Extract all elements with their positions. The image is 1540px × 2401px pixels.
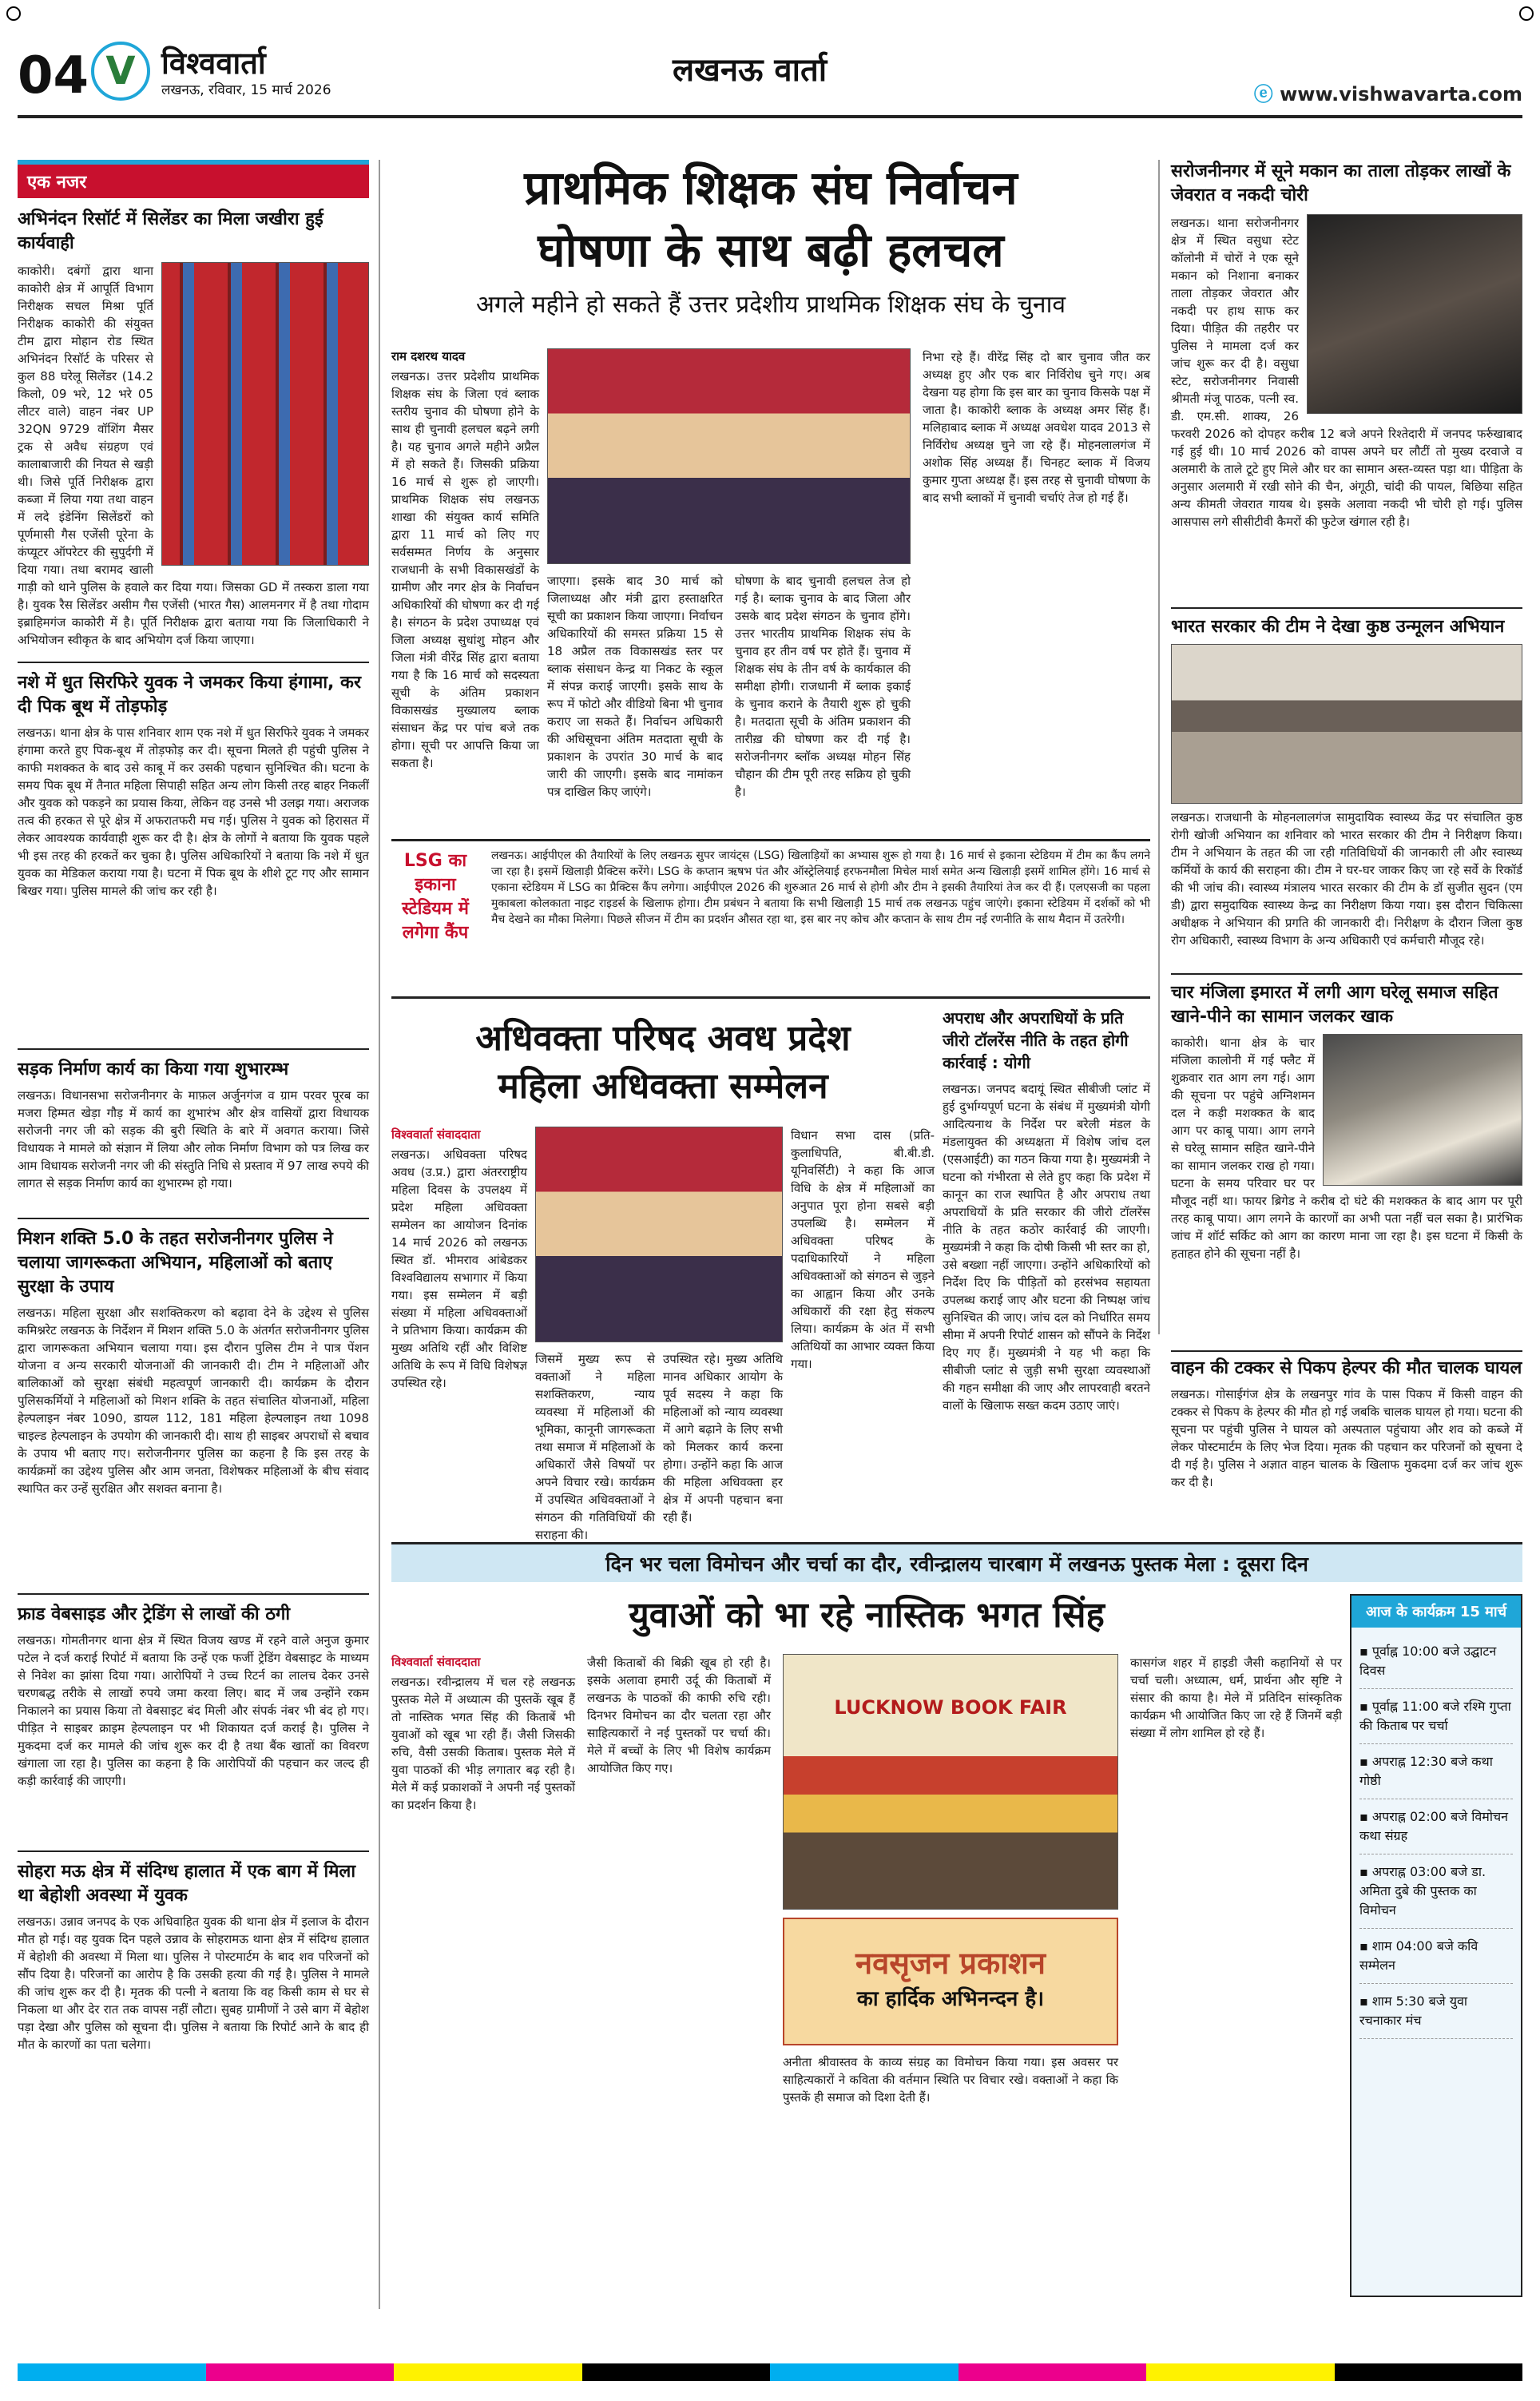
page-number: 04 [18, 46, 89, 105]
paper-name: विश्ववार्ता [161, 46, 266, 81]
story-title: अभिनंदन रिसॉर्ट में सिलेंडर का मिला जखीरा हुई कार्यवाही [18, 209, 323, 253]
story-title: मिशन शक्ति 5.0 के तहत सरोजनीनगर पुलिस ने चलाया जागरूकता अभियान, महिलाओं को बताए सुरक्षा के उपाय [18, 1229, 333, 1297]
adhivakta-col-3: उपस्थित रहे। मुख्य अतिथि मानव अधिकार आयोग के पूर्व सदस्य ने कहा कि महिलाओं को न्याय व्यवस्था में आगे बढ़ाने के लिए सभी को मिलकर कार्य करना होगा। उन्होंने कहा कि आज की महिला अधिवक्ता हर क्षेत्र में अपनी पहचान बना रही हैं। [663, 1352, 783, 1524]
health-team-photo [1171, 644, 1522, 804]
main-headline-line2: घोषणा के साथ बढ़ी हलचल [538, 223, 1004, 277]
schedule-item: ▪ अपराह्न 12:30 बजे कथा गोष्ठी [1359, 1744, 1513, 1799]
prakashan-sub: का हार्दिक अभिनन्दन है। [856, 1987, 1045, 2011]
story-body: लखनऊ। राजधानी के मोहनलालगंज सामुदायिक स्वास्थ्य केंद्र पर संचालित कुष्ठ रोगी खोजी अभियान का शनिवार को भारत सरकार की टीम ने निरीक्षण किया। टीम ने अभियान के तहत की जा रही गतिविधियों की जानकारी ली और स्वास्थ्य कर्मियों के कार्य की सराहना की। टीम ने घर-घर जाकर किए जा रहे सर्वे के रिकॉर्ड की भी जांच की। स्वास्थ्य मंत्रालय भारत सरकार की टीम के डॉ सुजीत सुदन (एम डी) द्वारा समुदायिक स्वास्थ्य केन्द्र का निरीक्षण किया गया। इस दौरान चिकित्सा अधीक्षक ने अभियान की प्रगति की जानकारी दी। निरीक्षण के दौरान जिला कुष्ठ रोग अधिकारी, स्वास्थ्य विभाग के अन्य अधिकारी एवं कर्मचारी मौजूद रहे। [1171, 810, 1522, 948]
story-title: नशे में धुत सिरफिरे युवक ने जमकर किया हंगामा, कर दी पिक बूथ में तोड़फोड़ [18, 673, 361, 717]
main-col-4: निभा रहे हैं। वीरेंद्र सिंह दो बार चुनाव जीत कर अध्यक्ष हुए और एक बार निर्विरोध चुने गए। अब देखना यह होगा कि इस बार का चुनाव किसके पक्ष में जाता है। काकोरी ब्लाक के अध्यक्ष अमर सिंह हैं। मलिहाबाद ब्लाक में अध्यक्ष अवधेश यादव 2013 से निर्विरोध अध्यक्ष चुने जा रहे हैं। मोहनलालगंज में अशोक सिंह अध्यक्ष हैं। चिनहट ब्लाक में विजय कुमार गुप्ता अध्यक्ष हैं। इस तरह से चुनावी घोषणा के बाद सभी ब्लाकों में चुनावी चर्चाएं तेज हो गई हैं। [923, 350, 1150, 505]
felicitation-photo [535, 1127, 783, 1342]
fair-banner: LUCKNOW BOOK FAIR [834, 1696, 1067, 1719]
story-body: काकोरी। थाना क्षेत्र के चार मंजिला कालोनी में गई फ्लैट में शुक्रवार रात आग लग गई। आग की सूचना पर पहुंचे अग्निशमन दल ने कड़ी मशक्कत के बाद आग पर काबू पाया। आग लगने से घरेलू सामान सहित खाने-पीने का सामान जलकर राख हो गया। घटना के समय परिवार घर पर मौजूद नहीं था। फायर ब्रिगेड ने करीब दो घंटे की मशक्कत के बाद आग पर पूरी तरह काबू पाया। आग लगने के कारणों का अभी पता नहीं चल सका है। प्रारंभिक जांच में शॉर्ट सर्किट को आग का कारण माना जा रहा है। इस घटना में किसी के हताहत होने की सूचना नहीं है। [1171, 1036, 1522, 1261]
story-title: अपराध और अपराधियों के प्रति जीरो टॉलरेंस नीति के तहत होगी कार्रवाई : योगी [943, 1008, 1129, 1072]
adhivakta-headline-line1: अधिवक्ता परिषद अवध प्रदेश [475, 1018, 851, 1059]
main-story [391, 157, 1150, 836]
adhivakta-col-1: लखनऊ। अधिवक्ता परिषद अवध (उ.प्र.) द्वारा अंतरराष्ट्रीय महिला दिवस के उपलक्ष्य में प्रदेश महिला अधिवक्ता सम्मेलन का आयोजन दिनांक 14 मार्च 2026 को लखनऊ स्थित डॉ. भीमराव आंबेडकर विश्वविद्यालय सभागार में किया गया। इस सम्मेलन में बड़ी संख्या में महिला अधिवक्ताओं ने प्रतिभाग किया। कार्यक्रम की मुख्य अतिथि रहीं और विशिष्ट अतिथि के रूप में विधि विशेषज्ञ उपस्थित रहे। [391, 1147, 527, 1390]
bookfair-headline: युवाओं को भा रहे नास्तिक भगत सिंह [629, 1595, 1105, 1636]
main-col-1: लखनऊ। उत्तर प्रदेशीय प्राथमिक शिक्षक संघ के जिला एवं ब्लाक स्तरीय चुनाव की घोषणा होने के साथ ही चुनावी हलचल बढ़ने लगी है। यह चुनाव अगले महीने अप्रैल में हो सकते हैं। जिसकी प्रक्रिया 16 मार्च से शुरू हो जाएगी। प्राथमिक शिक्षक संघ लखनऊ शाखा की संयुक्त कार्य समिति द्वारा 11 मार्च को लिए गए सर्वसम्मत निर्णय के अनुसार राजधानी के सभी विकासखंडों के ग्रामीण और नगर क्षेत्र के निर्वाचन अधिकारियों की घोषणा कर दी गई है। संगठन के प्रदेश उपाध्यक्ष एवं जिला अध्यक्ष सुधांशु मोहन और जिला मंत्री वीरेंद्र सिंह द्वारा बताया गया है कि 16 मार्च को सदस्यता सूची के अंतिम प्रकाशन विकासखंड मुख्यालय ब्लाक संसाधन केंद्र पर पांच बजे तक होगा। सूची पर आपत्ति किया जा सकता है। [391, 369, 539, 770]
yogi-story [943, 1007, 1150, 1510]
website-url[interactable]: www.vishwavarta.com [1280, 83, 1522, 105]
cylinder-truck-photo [161, 262, 369, 566]
bookfair-col-1: लखनऊ। रवीन्द्रालय में चल रहे लखनऊ पुस्तक मेले में अध्यात्म की पुस्तकें खूब हैं तो नास्तिक भगत सिंह की किताबें भी युवाओं को खूब भा रही हैं। जैसी जिसकी रुचि, वैसी उसकी किताब। पुस्तक मेले में युवा पाठकों की भीड़ लगातार बढ़ रही है। मेले में कई प्रकाशकों ने अपनी नई पुस्तकों का प्रदर्शन किया है। [391, 1675, 575, 1812]
story-title: सरोजनीनगर में सूने मकान का ताला तोड़कर लाखों के जेवरात व नकदी चोरी [1171, 161, 1511, 205]
web-icon: ⓔ [1253, 83, 1273, 105]
lsg-side-label: LSG का इकाना स्टेडियम में लगेगा कैंप [402, 851, 469, 943]
adhivakta-col-2: जिसमें मुख्य रूप से वक्ताओं ने महिला सशक्तिकरण, न्याय व्यवस्था में महिलाओं की भूमिका, कानूनी जागरूकता तथा समाज में महिलाओं के अधिकारों जैसे विषयों पर अपने विचार रखे। कार्यक्रम में उपस्थित अधिवक्ताओं ने संगठन की गतिविधियों की सराहना की। [535, 1352, 655, 1542]
bookfair-col-2: जैसी किताबों की बिक्री खूब हो रही है। इसके अलावा हमारी उर्दू की किताबों में लखनऊ के पाठकों की काफी रुचि रही। दिनभर विमोचन का दौर चलता रहा और साहित्यकारों ने नई पुस्तकों पर चर्चा की। मेले में बच्चों के लिए भी विशेष कार्यक्रम आयोजित किए गए। [587, 1656, 771, 1775]
bookfair-story [391, 1590, 1342, 2309]
byline: विश्ववार्ता संवाददाता [391, 1127, 481, 1142]
byline: विश्ववार्ता संवाददाता [391, 1655, 481, 1669]
schedule-item: ▪ पूर्वाह्न 10:00 बजे उद्घाटन दिवस [1359, 1634, 1513, 1689]
schedule-item: ▪ अपराह्न 03:00 बजे डा. अमिता दुबे की पुस्तक का विमोचन [1359, 1854, 1513, 1929]
main-col-2: जाएगा। इसके बाद 30 मार्च को जिलाध्यक्ष और मंत्री द्वारा हस्ताक्षरित सूची का प्रकाशन किया जाएगा। निर्वाचन अधिकारियों की समस्त प्रक्रिया 15 से 18 अप्रैल तक विकासखंड स्तर पर ब्लाक संसाधन केन्द्र या निकट के स्कूल में संपन्न कराई जाएगी। इसके साथ के रूप में फोटो और वीडियो बिना भी चुनाव कराए जा सकते हैं। निर्वाचन अधिकारी की अधिसूचना अंतिम मतदाता सूची के प्रकाशन के उपरांत 30 मार्च के बाद जारी की जाएगी। इसके बाद नामांकन पत्र दाखिल किए जाएंगे। [547, 574, 723, 799]
lsg-box [391, 839, 1150, 999]
story-body: लखनऊ। गोमतीनगर थाना क्षेत्र में स्थित विजय खण्ड में रहने वाले अनुज कुमार पटेल ने दर्ज कराई रिपोर्ट में बताया कि उन्हें एक फर्जी ट्रेडिंग वेबसाइट के माध्यम से निवेश का झांसा दिया गया। आरोपियों ने उच्च रिटर्न का लालच देकर उनसे चरणबद्ध तरीके से लाखों रुपये जमा करवा लिए। बाद में जब उन्होंने रकम निकालने का प्रयास किया तो वेबसाइट बंद मिली और संपर्क नंबर भी बंद हो गए। पीड़ित ने साइबर क्राइम हेल्पलाइन पर भी शिकायत दर्ज कराई है। पुलिस ने मुकदमा दर्ज कर मामले की जांच शुरू कर दी है तथा बैंक खातों का विवरण खंगाला जा रहा है। पुलिस का कहना है कि आरोपियों की पहचान कर जल्द ही कड़ी कार्रवाई की जाएगी। [18, 1633, 369, 1788]
story-body: लखनऊ। गोसाईगंज क्षेत्र के लखनपुर गांव के पास पिकप में किसी वाहन की टक्कर से पिकप के हेल्पर की मौत हो गई जबकि चालक घायल हो गया। घटना की सूचना पर पहुंची पुलिस ने घायल को अस्पताल पहुंचाया और शव को कब्जे में लेकर पोस्टमार्टम के लिए भेज दिया। मृतक की पहचान कर परिजनों को सूचना दे दी गई है। पुलिस ने अज्ञात वाहन चालक के खिलाफ मुकदमा दर्ज कर जांच शुरू कर दी है। [1171, 1387, 1522, 1489]
teachers-meeting-photo [547, 348, 911, 564]
website[interactable] [1254, 78, 1522, 106]
column-rule [1158, 160, 1160, 1334]
schedule-item: ▪ शाम 5:30 बजे युवा रचनाकार मंच [1359, 1984, 1513, 2039]
theft-cctv-photo [1307, 214, 1522, 414]
main-subhead: अगले महीने हो सकते हैं उत्तर प्रदेशीय प्राथमिक शिक्षक संघ के चुनाव [475, 291, 1066, 319]
adhivakta-story [391, 1015, 935, 1542]
book-fair-photo [783, 1654, 1118, 1910]
story-title: फ्राड वेबसाइड और ट्रेडिंग से लाखों की ठगी [18, 1604, 291, 1624]
story-body: लखनऊ। महिला सुरक्षा और सशक्तिकरण को बढ़ावा देने के उद्देश्य से पुलिस कमिश्नरेट लखनऊ के निर्देशन में मिशन शक्ति 5.0 के अंतर्गत सरोजनीनगर पुलिस द्वारा जागरूकता अभियान चलाया गया। इस दौरान पुलिस टीम ने पात्र पेंशन योजना व अन्य सरकारी योजनाओं की जानकारी दी। टीम ने महिलाओं और बालिकाओं को सुरक्षा संबंधी महत्वपूर्ण जानकारी दी। कार्यक्रम के दौरान पुलिसकर्मियों ने महिलाओं को मिशन शक्ति के तहत संचालित योजनाओं, महिला हेल्पलाइन नंबर 1090, डायल 112, 181 महिला हेल्पलाइन तथा 1098 चाइल्ड हेल्पलाइन के उपयोग की जानकारी दी। साथ ही साइबर अपराधों से बचाव के उपाय भी बताए गए। सरोजनीनगर पुलिस का कहना है कि इस तरह के कार्यक्रमों का उद्देश्य पुलिस और आम जनता, विशेषकर महिलाओं के बीच संवाद स्थापित कर उन्हें सुरक्षित और सशक्त बनाना है। [18, 1306, 369, 1496]
byline: राम दशरथ यादव [391, 349, 466, 364]
right-column-lower [1171, 1350, 1522, 1526]
section-title: लखनऊ वार्ता [673, 52, 828, 89]
story-body: लखनऊ। उन्नाव जनपद के एक अधिवाहित युवक की थाना क्षेत्र में इलाज के दौरान मौत हो गई। वह युवक दिन पहले उन्नाव के सोहरामऊ थाना क्षेत्र में संदिग्ध हालात में बेहोशी की अवस्था में मिला था। पुलिस ने पोस्टमार्टम के बाद शव परिजनों को सौंप दिया है। परिजनों का आरोप है कि उसकी हत्या की गई है। पुलिस ने मामले की जांच शुरू कर दी है। मृतक की पत्नी ने बताया कि वह किसी काम से घर से निकला था और देर रात तक वापस नहीं लौटा। सुबह ग्रामीणों ने उसे बाग में बेहोश पड़ा देखा और पुलिस को सूचना दी। पुलिस ने बताया कि रिपोर्ट आने के बाद ही मौत के कारणों का पता चलेगा। [18, 1914, 369, 2052]
main-col-3: घोषणा के बाद चुनावी हलचल तेज हो गई है। ब्लाक चुनाव के बाद जिला और उसके बाद प्रदेश संगठन के चुनाव होंगे। उत्तर भारतीय प्राथमिक शिक्षक संघ के चुनाव हर तीन वर्ष पर होते हैं। चुनाव में शिक्षक संघ के तीन वर्ष के कार्यकाल की समीक्षा होगी। राजधानी में ब्लाक इकाई के चुनाव कराने के तैयारी शुरू हो चुकी है। मतदाता सूची के अंतिम प्रकाशन की तारीख़ की घोषणा कर दी गई है। सरोजनीनगर ब्लॉक अध्यक्ष मोहन सिंह चौहान की टीम पूरी तरह सक्रिय हो चुकी है। [735, 574, 911, 799]
main-headline-line1: प्राथमिक शिक्षक संघ निर्वाचन [524, 161, 1018, 215]
color-calibration-bar [18, 2363, 1522, 2381]
story-body: लखनऊ। थाना क्षेत्र के पास शनिवार शाम एक नशे में धुत सिरफिरे युवक ने जमकर हंगामा करते हुए पिक-बूथ में तोड़फोड़ कर दी। सूचना मिलते ही पहुंची पुलिस ने काफी मशक्कत के बाद उसे काबू में कर उसकी पहचान सुनिश्चित की। घटना के समय पिक बूथ में तैनात महिला सिपाही सहित अन्य लोग किसी तरह बाहर निकलीं और युवक को पकड़ने का प्रयास किया, लेकिन वह उनसे भी उलझ गया। अराजक तत्व की हरकत से पूरे क्षेत्र में अफरातफरी मच गई। पुलिस ने युवक को हिरासत में लेकर आवश्यक कार्यवाही शुरू कर दी है। क्षेत्र के लोगों ने बताया कि युवक पहले भी इस तरह की हरकतें कर चुका है। पुलिस अधिकारियों ने बताया कि नशे में धुत युवक का मेडिकल कराया गया है। घटना में पिक बूथ के शीशे टूट गए और सामान बिखर गया। पुलिस मामले की जांच कर रही है। [18, 725, 369, 898]
bookfair-col-4: कासगंज शहर में हाइडी जैसी कहानियों से पर चर्चा चली। अध्यात्म, धर्म, प्रार्थना और सृष्टि ने संसार की काया है। मेले में प्रतिदिन सांस्कृतिक कार्यक्रम भी आयोजित किए जा रहे हैं जिनमें बड़ी संख्या में लोग शामिल हो रहे हैं। [1130, 1656, 1342, 1740]
right-column [1171, 160, 1522, 1342]
story-title: सड़क निर्माण कार्य का किया गया शुभारम्भ [18, 1059, 289, 1079]
registration-mark [1519, 6, 1534, 21]
schedule-item: ▪ पूर्वाह्न 11:00 बजे रश्मि गुप्ता की किताब पर चर्चा [1359, 1689, 1513, 1744]
story-title: सोहरा मऊ क्षेत्र में संदिग्ध हालात में एक बाग में मिला था बेहोशी अवस्था में युवक [18, 1862, 356, 1906]
schedule-item: ▪ शाम 04:00 बजे कवि सम्मेलन [1359, 1929, 1513, 1984]
lsg-body: लखनऊ। आईपीएल की तैयारियों के लिए लखनऊ सुपर जायंट्स (LSG) खिलाड़ियों का अभ्यास शुरू हो गया है। 16 मार्च से इकाना स्टेडियम में टीम का कैंप लगने जा रहा है। इसमें खिलाड़ी प्रैक्टिस करेंगे। LSG के कप्तान ऋषभ पंत और ऑस्ट्रेलियाई हरफनमौला मिचेल मार्श समेत अन्य खिलाड़ी इसमें शामिल होंगे। 16 मार्च से एकाना स्टेडियम में LSG का प्रैक्टिस कैंप लगेगा। आईपीएल 2026 की शुरुआत 26 मार्च से होगी और टीम ने इसकी तैयारियां तेज कर दी हैं। एलएसजी का पहला मुकाबला कोलकाता नाइट राइडर्स के खिलाफ होगा। टीम प्रबंधन ने बताया कि सभी खिलाड़ी 15 मार्च तक लखनऊ पहुंच जाएंगे। इकाना स्टेडियम में दर्शकों को भी मैच देखने का मौका मिलेगा। पिछले सीजन में टीम का प्रदर्शन औसत रहा था, इस बार नए कोच और कप्तान के साथ टीम नई रणनीति के साथ मैदान में उतरेगी। [491, 849, 1150, 926]
bookfair-col-3: अनीता श्रीवास्तव के काव्य संग्रह का विमोचन किया गया। इस अवसर पर साहित्यकारों ने कविता की वर्तमान स्थिति पर विचार रखे। वक्ताओं ने कहा कि पुस्तकें ही समाज को दिशा देती हैं। [783, 2055, 1118, 2105]
ek-nazar-label: एक नजर [18, 160, 369, 198]
ek-nazar-column [18, 160, 369, 2317]
bookfair-strip: दिन भर चला विमोचन और चर्चा का दौर, रवीन्द्रालय चारबाग में लखनऊ पुस्तक मेला : दूसरा दिन [391, 1542, 1522, 1582]
fire-building-photo [1323, 1034, 1522, 1186]
column-rule [379, 160, 380, 2309]
story-body: लखनऊ। विधानसभा सरोजनीनगर के माफ़ल अर्जुनगंज व ग्राम परवर पूरब का मजरा हिम्मत खेड़ा गौड़ में कार्य का शुभारंभ और क्षेत्र वासियों द्वारा विधायक सरोजनी नगर जी को सड़क की बुरी स्थिति के बारे में अवगत कराया। जिसे विधायक ने मामले को संज्ञान में लिया और लोक निर्माण विभाग को पत्र लिख कर आम विधायक सरोजनी नगर जी की संस्तुति निधि से प्रस्ताव में 97 लाख रुपये की लागत से सड़क निर्माण कार्य का शुभारम्भ हो गया। [18, 1088, 369, 1191]
schedule-title: आज के कार्यक्रम 15 मार्च [1351, 1596, 1521, 1628]
prakashan-banner-photo [783, 1918, 1118, 2045]
registration-mark [6, 6, 21, 21]
story-title: वाहन की टक्कर से पिकप हेल्पर की मौत चालक घायल [1171, 1358, 1522, 1378]
prakashan-banner: नवसृजन प्रकाशन [855, 1946, 1046, 1981]
dateline: लखनऊ, रविवार, 15 मार्च 2026 [161, 82, 331, 98]
story-body: काकोरी। दबंगों द्वारा थाना काकोरी क्षेत्र में आपूर्ति विभाग निरीक्षक सचल मिश्रा पूर्ति निरीक्षक काकोरी की संयुक्त टीम द्वारा मोहान रोड स्थित अभिनंदन रिसॉर्ट के परिसर से कुल 88 घरेलू सिलेंडर (14.2 किलो, 09 भरे, 12 भरे 05 लीटर वाले) वाहन नंबर UP 32QN 9729 वॉशिंग मैसर ट्रक से अवैध संग्रहण एवं कालाबाजारी की नियत से खड़ी थी। जिसे पूर्ति निरीक्षक द्वारा कब्जा में लिया गया तथा वाहन में लदे इंडेनिंग सिलेंडरों को पूर्णमासी गैस एजेंसी पूरेना के कंप्यूटर ऑपरेटर की सुपुर्दगी में दिया गया। तथा बरामद खाली गाड़ी को थाने पुलिस के हवाले कर दिया गया। जिसका GD में तस्करा डाला गया है। युवक रैस सिलेंडर असीम गैस एजेंसी (भारत गैस) आलमनगर में है तथा गोदाम इब्राहिमगंज काकोरी में है। पूर्ति निरीक्षक द्वारा बताया गया कि जिलाधिकारी ने अभियोजन स्वीकृत के बाद अभियोग दर्ज किया जाएगा। [18, 264, 369, 647]
story-title: चार मंजिला इमारत में लगी आग घरेलू समाज सहित खाने-पीने का सामान जलकर खाक [1171, 983, 1498, 1027]
schedule-list [1351, 1628, 1521, 2045]
adhivakta-headline-line2: महिला अधिवक्ता सम्मेलन [498, 1066, 828, 1107]
masthead [18, 30, 1522, 118]
story-body: लखनऊ। जनपद बदायूं स्थित सीबीजी प्लांट में हुई दुर्भाग्यपूर्ण घटना के संबंध में मुख्यमंत्री योगी आदित्यनाथ के निर्देश पर बरेली मंडल के मंडलायुक्त की अध्यक्षता में विशेष जांच दल (एसआईटी) का गठन किया गया है। मुख्यमंत्री ने घटना को गंभीरता से लेते हुए कहा कि प्रदेश में कानून का राज स्थापित है और अपराध तथा अपराधियों के प्रति सरकार की जीरो टॉलरेंस नीति के तहत कठोर कार्रवाई की जाएगी। मुख्यमंत्री ने कहा कि दोषी किसी भी स्तर का हो, उसे बख्शा नहीं जाएगा। उन्होंने अधिकारियों को निर्देश दिए कि पीड़ितों को हरसंभव सहायता उपलब्ध कराई जाए और घटना की निष्पक्ष जांच सुनिश्चित की जाए। जांच दल को निर्धारित समय सीमा में अपनी रिपोर्ट शासन को सौंपने के निर्देश दिए गए हैं। मुख्यमंत्री ने यह भी कहा कि सीबीजी प्लांट से जुड़ी सभी सुरक्षा व्यवस्थाओं की गहन समीक्षा की जाए और लापरवाही बरतने वालों के खिलाफ सख्त कदम उठाए जाएं। [943, 1082, 1150, 1413]
schedule-item: ▪ अपराह्न 02:00 बजे विमोचन कथा संग्रह [1359, 1799, 1513, 1854]
schedule-box [1350, 1594, 1522, 2297]
story-title: भारत सरकार की टीम ने देखा कुष्ठ उन्मूलन अभियान [1171, 617, 1505, 637]
story-body: लखनऊ। थाना सरोजनीनगर क्षेत्र में स्थित वसुधा स्टेट कॉलोनी में चोरों ने एक सूने मकान को निशाना बनाकर ताला तोड़कर जेवरात और नकदी पर हाथ साफ कर दिया। पीड़ित की तहरीर पर पुलिस ने मामला दर्ज कर जांच शुरू कर दी है। वसुधा स्टेट, सरोजनीनगर निवासी श्रीमती मंजू पाठक, पत्नी स्व. डी. एम.सी. शाक्य, 26 फरवरी 2026 को दोपहर करीब 12 बजे अपने रिश्तेदारी में जनपद फर्रुखाबाद गई हुई थी। 10 मार्च 2026 को वापस अपने घर लौटीं तो मुख्य दरवाजे व अलमारी के ताले टूटे हुए मिले और घर का सामान अस्त-व्यस्त पड़ा था। पीड़िता के अनुसार अलमारी में रखी सोने की चैन, अंगूठी, चांदी की पायल, बिछिया सहित अन्य कीमती जेवरात गायब थे। इसके अलावा नकदी भी चोरी हो गई। पुलिस आसपास लगे सीसीटीवी कैमरों की फुटेज खंगाल रही है। [1171, 216, 1522, 529]
adhivakta-col-4: विधान सभा दास (प्रति-कुलाधिपति, बी.बी.डी. यूनिवर्सिटी) ने कहा कि आज विधि के क्षेत्र में महिलाओं का अनुपात पूरा होना सबसे बड़ी उपलब्धि है। सम्मेलन में अधिवक्ता परिषद के पदाधिकारियों ने महिला अधिवक्ताओं को संगठन से जुड़ने का आह्वान किया और उनके अधिकारों की रक्षा हेतु संकल्प लिया। कार्यक्रम के अंत में सभी अतिथियों का आभार व्यक्त किया गया। [791, 1128, 935, 1371]
paper-logo: V [91, 42, 150, 101]
